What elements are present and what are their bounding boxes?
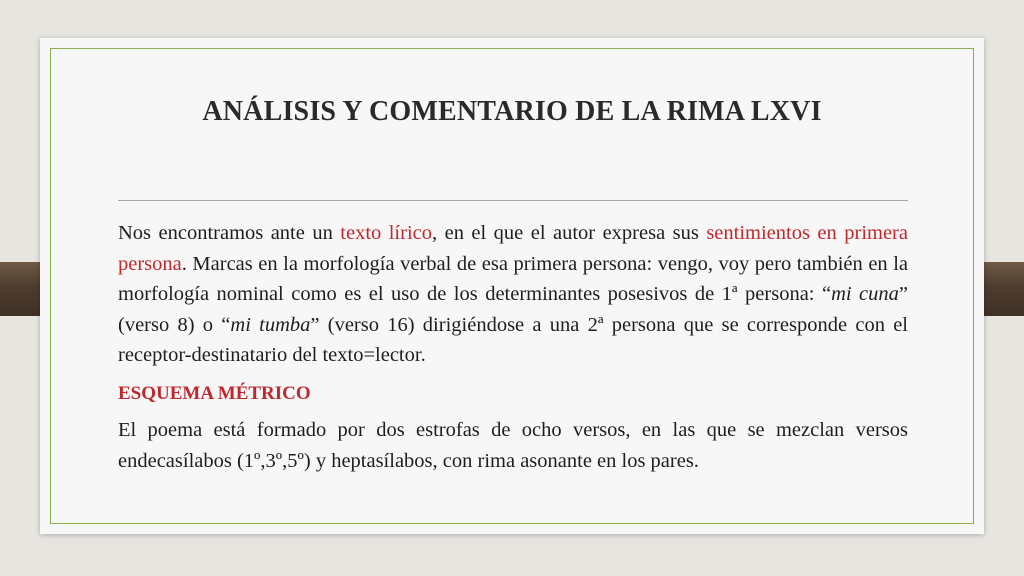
slide-paper bbox=[40, 38, 984, 534]
paragraph-text: ” (verso 16) dirigiéndose a una 2ª persona que se corresponde con el receptor-destinatario del texto=lector. bbox=[118, 313, 908, 366]
paragraph-text: . Marcas en la morfología verbal de esa primera persona: vengo, voy pero también en la morfología nominal como es el uso de los determinantes posesivos de 1ª persona: “ bbox=[118, 252, 908, 305]
quote-mi-tumba: mi tumba bbox=[230, 313, 311, 336]
slide-title: ANÁLISIS Y COMENTARIO DE LA RIMA LXVI bbox=[202, 96, 822, 127]
section-heading: ESQUEMA MÉTRICO bbox=[118, 382, 311, 404]
intro-paragraph bbox=[118, 218, 908, 371]
highlight-primera-persona: sentimientos en primera persona bbox=[118, 222, 908, 275]
paragraph-text: Nos encontramos ante un bbox=[118, 222, 341, 244]
paragraph-text: , en el que el autor expresa sus bbox=[432, 222, 707, 244]
metric-paragraph: El poema está formado por dos estrofas de ocho versos, en las que se mezclan versos endecasílabos (1º,3º,5º) y heptasílabos, con rima asonante en los pares. bbox=[118, 419, 908, 472]
quote-mi-cuna: mi cuna bbox=[831, 283, 899, 305]
title-divider bbox=[118, 200, 908, 201]
slide-body bbox=[118, 218, 908, 476]
highlight-texto-lirico: texto lírico bbox=[340, 222, 432, 244]
paragraph-text: ” (verso 8) o “ bbox=[118, 283, 908, 336]
